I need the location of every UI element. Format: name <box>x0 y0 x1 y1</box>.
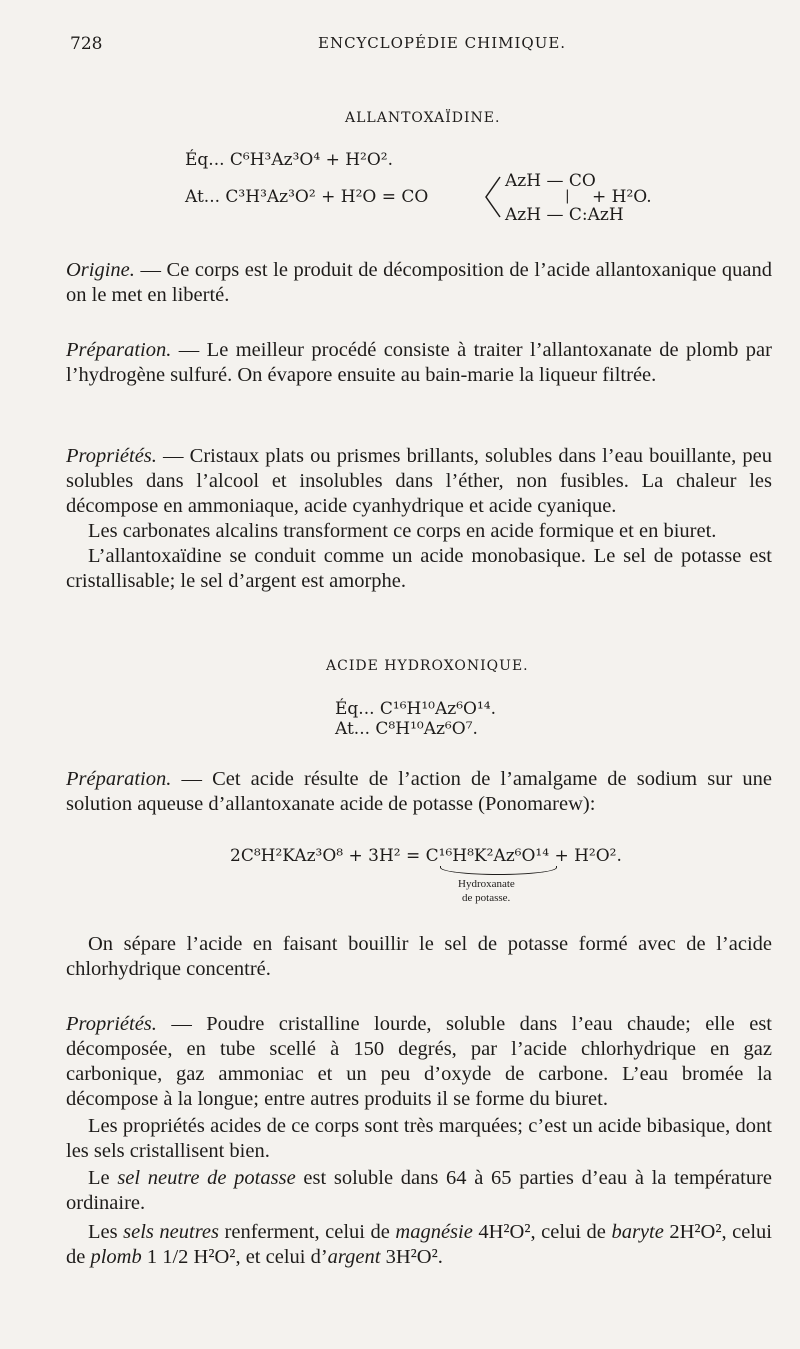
structure-bond: | <box>565 188 570 204</box>
paragraph-acid-properties: Les propriétés acides de ce corps sont très marquées; c’est un acide bibasique, dont les sels cristallisent bien. <box>66 1115 772 1162</box>
sel-neutre-potasse: sel neutre de potasse <box>117 1167 296 1189</box>
magnesie: magnésie <box>395 1221 473 1243</box>
last-b: renferment, celui de <box>219 1221 396 1243</box>
paragraph-sel-potasse <box>66 1166 772 1216</box>
brace-label-1: Hydroxanate <box>458 878 515 890</box>
paragraph-separation: On sépare l’acide en faisant bouillir le sel de potasse formé avec de l’acide chlorhydrique concentré. <box>66 933 772 980</box>
paragraph-sels-neutres <box>66 1220 772 1270</box>
sel-text-a: Le <box>88 1167 118 1189</box>
formula-equivalent-2: Éq... C¹⁶H¹⁰Az⁶O¹⁴. <box>335 699 497 719</box>
last-a: Les <box>88 1221 124 1243</box>
section-title-acide-hydroxonique: ACIDE HYDROXONIQUE. <box>326 658 529 674</box>
paragraph-origine <box>66 258 772 308</box>
paragraph-preparation <box>66 338 772 388</box>
formula-equivalent: Éq... C⁶H³Az³O⁴ + H²O². <box>185 150 394 170</box>
preparation-lead: Préparation. <box>66 339 172 361</box>
reaction-equation: 2C⁸H²KAz³O⁸ + 3H² = C¹⁶H⁸K²Az⁶O¹⁴ + H²O². <box>230 846 622 866</box>
baryte: baryte <box>611 1221 664 1243</box>
structure-bottom: AzH — C:AzH <box>505 205 624 225</box>
paragraph-monobasique: L’allantoxaïdine se conduit comme un acide monobasique. Le sel de potasse est cristallisable; le sel d’argent est amorphe. <box>66 545 772 592</box>
proprietes-text-2: — Poudre cristalline lourde, soluble dans l’eau chaude; elle est décomposée, en tube scellé à 150 degrés, par l’acide chlorhydrique en gaz carbonique, gaz ammoniac et un peu d’oxyde de carbone. L’eau bromée la décompose à la longue; entre autres produits il se forme du biuret. <box>66 1013 772 1110</box>
brace-label-2: de potasse. <box>462 892 511 904</box>
paragraph-proprietes <box>66 444 772 519</box>
paragraph-preparation-2 <box>66 767 772 817</box>
underbrace <box>440 866 557 875</box>
proprietes-lead: Propriétés. <box>66 445 157 467</box>
structure-top: AzH — CO <box>505 171 596 191</box>
formula-atomic: At... C³H³Az³O² + H²O = CO <box>185 187 429 207</box>
last-d: 2H²O², celui de <box>66 1221 772 1268</box>
structure-bracket <box>482 175 502 219</box>
proprietes-lead-2: Propriétés. <box>66 1013 157 1035</box>
last-c: 4H²O², celui de <box>472 1221 612 1243</box>
origine-text: — Ce corps est le produit de décomposition de l’acide allantoxanique quand on le met en liberté. <box>66 259 772 306</box>
preparation-lead-2: Préparation. <box>66 768 172 790</box>
formula-atomic-2: At... C⁸H¹⁰Az⁶O⁷. <box>335 719 478 739</box>
paragraph-proprietes-2 <box>66 1012 772 1112</box>
page-number: 728 <box>70 34 103 54</box>
running-title: ENCYCLOPÉDIE CHIMIQUE. <box>318 34 567 52</box>
paragraph-carbonates: Les carbonates alcalins transforment ce corps en acide formique et en biuret. <box>88 520 717 542</box>
sel-text-b: est soluble dans 64 à 65 parties d’eau à la température ordinaire. <box>66 1167 772 1214</box>
proprietes-text: — Cristaux plats ou prismes brillants, solubles dans l’eau bouillante, peu solubles dans l’alcool et insolubles dans l’éther, non fusibles. La chaleur les décompose en ammoniaque, acide cyanhydrique et acide cyanique. <box>66 445 772 517</box>
formula-atomic-end: + H²O. <box>592 187 652 207</box>
preparation-text: — Le meilleur procédé consiste à traiter l’allantoxanate de plomb par l’hydrogène sulfuré. On évapore ensuite au bain-marie la liqueur filtrée. <box>66 339 772 386</box>
plomb: plomb <box>90 1246 142 1268</box>
last-e: 1 1/2 H²O², et celui d’ <box>141 1246 328 1268</box>
preparation-text-2: — Cet acide résulte de l’action de l’amalgame de sodium sur une solution aqueuse d’allantoxanate acide de potasse (Ponomarew): <box>66 768 772 815</box>
section-title-allantoxaidine: ALLANTOXAÏDINE. <box>345 110 501 126</box>
origine-lead: Origine. <box>66 259 135 281</box>
last-f: 3H²O². <box>380 1246 443 1268</box>
sels-neutres: sels neutres <box>123 1221 220 1243</box>
argent: argent <box>327 1246 381 1268</box>
